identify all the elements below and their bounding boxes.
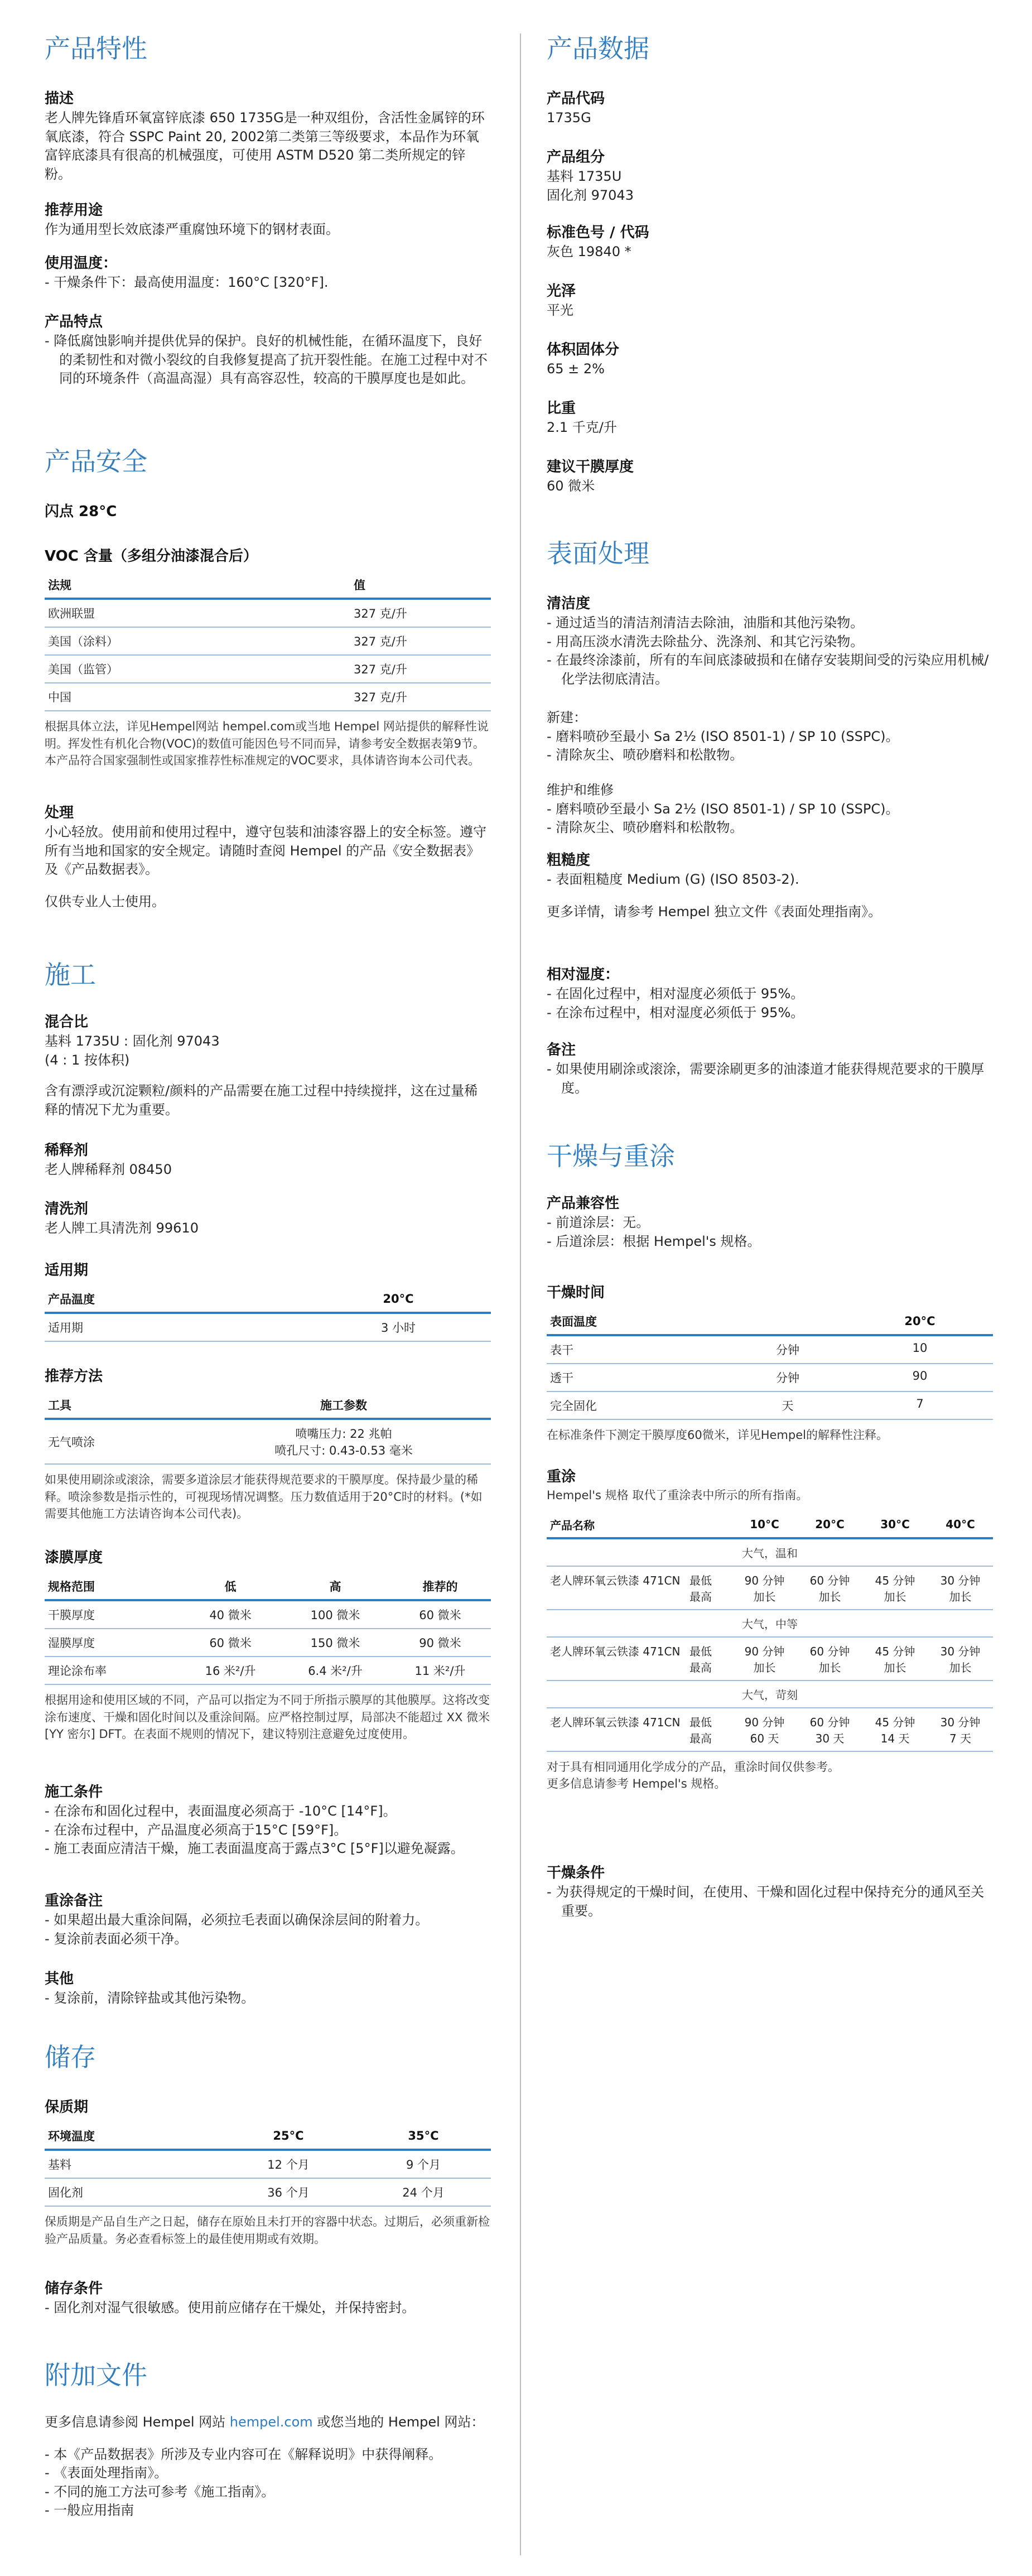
shelf-cell: 基料 xyxy=(45,2150,221,2178)
thinner-block xyxy=(45,1141,491,1179)
recoat-cell: 老人牌环氧云铁漆 471CN xyxy=(547,1637,686,1681)
voc-cell: 327 克/升 xyxy=(350,599,491,627)
description-heading: 描述 xyxy=(45,90,74,107)
pot-life-block xyxy=(45,1261,491,1342)
recoat-cell: 老人牌环氧云铁漆 471CN xyxy=(547,1566,686,1610)
dry-cell: 90 xyxy=(847,1364,993,1391)
mix-block xyxy=(45,1013,491,1119)
recoat-max: 最高 xyxy=(689,1731,712,1745)
list-item: - 如果超出最大重涂间隔，必须拉毛表面以确保涂层间的附着力。 xyxy=(45,1912,429,1928)
table-row xyxy=(45,1657,491,1684)
recoat-max: 加长 xyxy=(753,1590,776,1604)
cleaner-text: 老人牌工具清洗剂 99610 xyxy=(45,1220,199,1236)
handling-text: 小心轻放。使用前和使用过程中，遵守包装和油漆容器上的安全标签。遵守所有当地和国家的安全规定。请随时查阅 Hempel 的产品《安全数据表》及《产品数据表》。 xyxy=(45,824,486,878)
cleanliness-block xyxy=(547,594,993,688)
film-cell: 11 米²/升 xyxy=(389,1657,491,1684)
recoat-col: 40°C xyxy=(928,1512,993,1538)
mix-note: 含有漂浮或沉淀颗粒/颜料的产品需要在施工过程中持续搅拌，这在过量稀释的情况下尤为重要。 xyxy=(45,1083,478,1118)
recoat-max: 加长 xyxy=(949,1660,972,1674)
mix-ratio-text: 基料 1735U : 固化剂 97043 xyxy=(45,1033,220,1049)
new-build-block xyxy=(547,709,993,765)
recoat-max: 30 天 xyxy=(815,1731,845,1745)
professional-use-text: 仅供专业人士使用。 xyxy=(45,893,165,909)
compatibility-block xyxy=(547,1194,993,1251)
conditions-heading: 施工条件 xyxy=(45,1784,103,1800)
recoat-cell xyxy=(928,1566,993,1610)
recoat-max: 加长 xyxy=(884,1590,906,1604)
recoat-max: 最高 xyxy=(689,1590,712,1604)
recoat-min: 60 分钟 xyxy=(809,1644,850,1658)
documents-intro-post: 或您当地的 Hempel 网站： xyxy=(312,2414,485,2430)
table-row xyxy=(45,2150,491,2178)
recoat-note-2: 更多信息请参考 Hempel's 规格。 xyxy=(547,1776,726,1790)
dft-block xyxy=(547,458,993,496)
dry-cell: 分钟 xyxy=(729,1364,847,1391)
temperature-text: - 干燥条件下：最高使用温度：160°C [320°F]. xyxy=(45,275,329,291)
hempel-link[interactable]: hempel.com xyxy=(229,2414,313,2430)
gloss-heading: 光泽 xyxy=(547,283,576,300)
recoat-max: 加长 xyxy=(884,1660,906,1674)
specific-gravity-block xyxy=(547,399,993,437)
list-item: - 不同的施工方法可参考《施工指南》。 xyxy=(45,2483,275,2500)
components-heading: 产品组分 xyxy=(547,149,605,166)
recoat-col: 10°C xyxy=(732,1512,797,1538)
table-row xyxy=(547,1610,993,1637)
voc-col-value: 值 xyxy=(350,572,491,599)
recoat-cell xyxy=(928,1637,993,1681)
documents-intro-pre: 更多信息请参阅 Hempel 网站 xyxy=(45,2414,230,2430)
components-curing: 固化剂 97043 xyxy=(547,187,634,203)
recoat-max: 加长 xyxy=(949,1590,972,1604)
storage-conditions-block xyxy=(45,2279,491,2318)
table-row xyxy=(45,2178,491,2206)
conditions-block xyxy=(45,1783,491,1858)
list-item: - 磨料喷砂至最小 Sa 2½ (ISO 8501-1) / SP 10 (SSPC)。 xyxy=(547,728,899,744)
section-title-drying: 干燥与重涂 xyxy=(547,1141,675,1171)
pot-col-20c: 20°C xyxy=(306,1286,491,1313)
recoat-max: 加长 xyxy=(818,1590,841,1604)
specific-gravity-text: 2.1 千克/升 xyxy=(547,420,617,436)
humidity-heading: 相对湿度： xyxy=(547,966,620,983)
product-code-heading: 产品代码 xyxy=(547,90,605,107)
method-col-params: 施工参数 xyxy=(196,1392,491,1419)
list-item: - 施工表面应清洁干燥，施工表面温度高于露点3°C [5°F]以避免凝露。 xyxy=(45,1841,464,1857)
recoat-min: 最低 xyxy=(689,1644,712,1658)
product-code-text: 1735G xyxy=(547,110,591,126)
drying-note: 在标准条件下测定干膜厚度60微米，详见Hempel的解释性注释。 xyxy=(547,1428,888,1442)
list-item: - 为获得规定的干燥时间，在使用、干燥和固化过程中保持充分的通风至关重要。 xyxy=(547,1884,985,1919)
cleaner-heading: 清洗剂 xyxy=(45,1201,89,1217)
method-cell: 无气喷涂 xyxy=(45,1419,196,1464)
table-row xyxy=(45,1313,491,1341)
recoat-group-label: 大气，温和 xyxy=(547,1538,993,1566)
shelf-life-table xyxy=(45,2123,491,2207)
recoat-cell: 老人牌环氧云铁漆 471CN xyxy=(547,1708,686,1751)
dry-cell: 分钟 xyxy=(729,1335,847,1364)
table-row xyxy=(45,1629,491,1657)
features-heading: 产品特点 xyxy=(45,314,103,330)
voc-cell: 327 克/升 xyxy=(350,627,491,655)
compatibility-heading: 产品兼容性 xyxy=(547,1195,620,1212)
dry-col: 20°C xyxy=(847,1308,993,1335)
table-row xyxy=(547,1364,993,1391)
volume-solids-block xyxy=(547,340,993,379)
thinner-heading: 稀释剂 xyxy=(45,1142,89,1159)
table-row xyxy=(45,655,491,683)
list-item: - 在涂布和固化过程中，表面温度必须高于 -10°C [14°F]。 xyxy=(45,1803,397,1819)
column-divider xyxy=(520,33,521,2555)
color-block xyxy=(547,223,993,262)
film-cell: 理论涂布率 xyxy=(45,1657,180,1684)
film-cell: 100 微米 xyxy=(281,1600,389,1629)
section-title-application: 施工 xyxy=(45,960,96,990)
voc-cell: 美国（监管） xyxy=(45,655,350,683)
section-title-documents: 附加文件 xyxy=(45,2360,147,2390)
other-heading: 其他 xyxy=(45,1971,74,1987)
product-code-block xyxy=(547,89,993,128)
film-cell: 6.4 米²/升 xyxy=(281,1657,389,1684)
list-item: - 表面粗糙度 Medium (G) (ISO 8503-2). xyxy=(547,871,799,888)
film-cell: 90 微米 xyxy=(389,1629,491,1657)
nozzle-orifice: 喷孔尺寸: 0.43-0.53 毫米 xyxy=(274,1444,413,1458)
table-row xyxy=(547,1335,993,1364)
list-item: - 本《产品数据表》所涉及专业内容可在《解释说明》中获得阐释。 xyxy=(45,2446,442,2462)
recoat-col xyxy=(686,1512,732,1538)
dry-cell: 天 xyxy=(729,1391,847,1419)
recoat-cell xyxy=(862,1566,928,1610)
other-block xyxy=(45,1970,491,2008)
film-block xyxy=(45,1548,491,1742)
film-heading: 漆膜厚度 xyxy=(45,1549,103,1566)
recoat-min: 90 分钟 xyxy=(744,1715,785,1729)
film-col: 低 xyxy=(180,1573,281,1600)
film-table xyxy=(45,1573,491,1685)
film-col: 高 xyxy=(281,1573,389,1600)
recoat-col: 30°C xyxy=(862,1512,928,1538)
recoat-note-1: 对于具有相同通用化学成分的产品，重涂时间仅供参考。 xyxy=(547,1760,840,1774)
list-item: - 在固化过程中，相对湿度必须低于 95%。 xyxy=(547,986,804,1002)
color-text: 灰色 19840 * xyxy=(547,244,631,260)
pot-life-table xyxy=(45,1286,491,1342)
recoat-text: Hempel's 规格 取代了重涂表中所示的所有指南。 xyxy=(547,1489,808,1503)
storage-conditions-heading: 储存条件 xyxy=(45,2280,103,2297)
handling-block xyxy=(45,803,491,911)
table-row xyxy=(45,1600,491,1629)
method-col-tool: 工具 xyxy=(45,1392,196,1419)
list-item: - 复涂前，清除锌盐或其他污染物。 xyxy=(45,1990,255,2006)
shelf-col: 35°C xyxy=(356,2123,491,2150)
dry-col: 表面温度 xyxy=(547,1308,729,1335)
documents-intro xyxy=(45,2413,491,2432)
list-item: - 前道涂层：无。 xyxy=(547,1215,650,1231)
recoat-block xyxy=(547,1467,993,1792)
remarks-block xyxy=(547,1041,993,1097)
dry-cell: 透干 xyxy=(547,1364,729,1391)
list-item: - 清除灰尘、喷砂磨料和松散物。 xyxy=(547,820,744,836)
features-block xyxy=(45,312,491,388)
roughness-heading: 粗糙度 xyxy=(547,852,591,869)
recoat-col: 20°C xyxy=(797,1512,862,1538)
drying-conditions-heading: 干燥条件 xyxy=(547,1865,605,1881)
recoat-cell xyxy=(686,1708,732,1751)
list-item: - 用高压淡水清洗去除盐分、洗涤剂、和其它污染物。 xyxy=(547,633,864,649)
recoat-min: 30 分钟 xyxy=(940,1573,981,1587)
voc-cell: 美国（涂料） xyxy=(45,627,350,655)
section-title-properties: 产品特性 xyxy=(45,33,147,64)
nozzle-pressure: 喷嘴压力: 22 兆帕 xyxy=(295,1427,392,1441)
table-row xyxy=(547,1637,993,1681)
use-heading: 推荐用途 xyxy=(45,202,103,219)
recoat-cell xyxy=(862,1637,928,1681)
list-item: - 磨料喷砂至最小 Sa 2½ (ISO 8501-1) / SP 10 (SSPC)。 xyxy=(547,801,899,817)
voc-cell: 327 克/升 xyxy=(350,683,491,711)
gloss-text: 平光 xyxy=(547,302,573,319)
temperature-block xyxy=(45,254,491,292)
recoat-min: 45 分钟 xyxy=(875,1715,915,1729)
dry-col xyxy=(729,1308,847,1335)
recoat-max: 加长 xyxy=(818,1660,841,1674)
recoat-min: 60 分钟 xyxy=(809,1715,850,1729)
shelf-col: 环境温度 xyxy=(45,2123,221,2150)
shelf-life-block xyxy=(45,2098,491,2247)
section-title-storage: 储存 xyxy=(45,2042,96,2072)
table-row xyxy=(45,627,491,655)
shelf-col: 25°C xyxy=(221,2123,356,2150)
list-item: - 复涂前表面必须干净。 xyxy=(45,1930,188,1947)
new-build-heading: 新建： xyxy=(547,710,587,725)
list-item: - 后道涂层：根据 Hempel's 规格。 xyxy=(547,1233,761,1249)
table-row xyxy=(547,1681,993,1708)
list-item: - 在最终涂漆前，所有的车间底漆破损和在储存安装期间受的污染应用机械/化学法彻底清洁。 xyxy=(547,652,989,687)
method-block xyxy=(45,1367,491,1522)
list-item: - 固化剂对湿气很敏感。使用前应储存在干燥处，并保持密封。 xyxy=(45,2300,416,2316)
recoat-min: 30 分钟 xyxy=(940,1715,981,1729)
surface-more-text: 更多详情，请参考 Hempel 独立文件《表面处理指南》。 xyxy=(547,903,882,919)
recoat-max: 14 天 xyxy=(880,1731,910,1745)
recoat-cell xyxy=(797,1708,862,1751)
recoat-cell xyxy=(732,1637,797,1681)
roughness-block xyxy=(547,851,993,921)
dft-text: 60 微米 xyxy=(547,478,595,494)
thinner-text: 老人牌稀释剂 08450 xyxy=(45,1162,172,1178)
list-item: - 通过适当的清洁剂清洁去除油，油脂和其他污染物。 xyxy=(547,615,864,631)
use-text: 作为通用型长效底漆严重腐蚀环境下的钢材表面。 xyxy=(45,222,339,238)
film-note: 根据用途和使用区域的不同，产品可以指定为不同于所指示膜厚的其他膜厚。这将改变涂布速度、干燥和固化时间以及重涂间隔。应严格控制过厚，局部决不能超过 XX 微米 [YY 密尔] DFT。在表面不规则的情况下，建议特别注意避免过度使用。 xyxy=(45,1693,490,1741)
recoat-notes-block xyxy=(45,1891,491,1948)
voc-cell: 欧洲联盟 xyxy=(45,599,350,627)
specific-gravity-heading: 比重 xyxy=(547,400,576,417)
section-title-product-data: 产品数据 xyxy=(547,33,649,64)
cleaner-block xyxy=(45,1200,491,1238)
remarks-heading: 备注 xyxy=(547,1042,576,1058)
recoat-min: 最低 xyxy=(689,1573,712,1587)
recoat-heading: 重涂 xyxy=(547,1468,576,1485)
recoat-cell xyxy=(862,1708,928,1751)
voc-cell: 327 克/升 xyxy=(350,655,491,683)
color-heading: 标准色号 / 代码 xyxy=(547,224,649,241)
dry-cell: 10 xyxy=(847,1335,993,1364)
voc-note: 根据具体立法，详见Hempel网站 hempel.com或当地 Hempel 网站提供的解释性说明。挥发性有机化合物(VOC)的数值可能因色号不同而异，请参考安全数据表第9节。本产品符合国家强制性或国家推荐性标准规定的VOC要求，具体请咨询本公司代表。 xyxy=(45,720,489,767)
documents-block xyxy=(45,2413,491,2520)
voc-cell: 中国 xyxy=(45,683,350,711)
recoat-min: 90 分钟 xyxy=(744,1644,785,1658)
table-row xyxy=(547,1391,993,1419)
pot-col-temp: 产品温度 xyxy=(45,1286,306,1313)
description-block xyxy=(45,89,491,184)
film-cell: 16 米²/升 xyxy=(180,1657,281,1684)
list-item: - 如果使用刷涂或滚涂，需要涂刷更多的油漆道才能获得规范要求的干膜厚度。 xyxy=(547,1061,985,1096)
shelf-cell: 24 个月 xyxy=(356,2178,491,2206)
film-cell: 60 微米 xyxy=(180,1629,281,1657)
recoat-col: 产品名称 xyxy=(547,1512,686,1538)
dry-cell: 完全固化 xyxy=(547,1391,729,1419)
recoat-max: 7 天 xyxy=(949,1731,972,1745)
flash-point: 闪点 28°C xyxy=(45,503,117,520)
table-row xyxy=(547,1566,993,1610)
components-block xyxy=(547,148,993,205)
maintenance-block xyxy=(547,781,993,837)
maintenance-heading: 维护和维修 xyxy=(547,782,614,798)
recoat-group-label: 大气，中等 xyxy=(547,1610,993,1637)
film-col: 规格范围 xyxy=(45,1573,180,1600)
pot-cell: 3 小时 xyxy=(306,1313,491,1341)
features-text: - 降低腐蚀影响并提供优异的保护。良好的机械性能，在循环温度下，良好的柔韧性和对微小裂纹的自我修复提高了抗开裂性能。在施工过程中对不同的环境条件（高温高湿）具有高容忍性，较高的干膜厚度也是如此。 xyxy=(45,333,488,387)
description-text: 老人牌先锋盾环氧富锌底漆 650 1735G是一种双组份，含活性金属锌的环氧底漆，符合 SSPC Paint 20, 2002第二类第三等级要求，本品作为环氧富锌底漆具有很高的机械强度，可使用 ASTM D520 第二类所规定的锌粉。 xyxy=(45,110,485,182)
list-item: - 在涂布过程中，相对湿度必须低于 95%。 xyxy=(547,1004,804,1020)
recoat-min: 90 分钟 xyxy=(744,1573,785,1587)
recoat-cell xyxy=(686,1637,732,1681)
dft-heading: 建议干膜厚度 xyxy=(547,459,634,475)
list-item: - 在涂布过程中，产品温度必须高于15°C [59°F]。 xyxy=(45,1822,348,1838)
recoat-min: 45 分钟 xyxy=(875,1573,915,1587)
film-cell: 40 微米 xyxy=(180,1600,281,1629)
shelf-cell: 9 个月 xyxy=(356,2150,491,2178)
voc-heading: VOC 含量（多组分油漆混合后） xyxy=(45,548,258,565)
drying-time-block xyxy=(547,1283,993,1444)
volume-solids-heading: 体积固体分 xyxy=(547,341,620,358)
components-base: 基料 1735U xyxy=(547,168,622,185)
recoat-min: 60 分钟 xyxy=(809,1573,850,1587)
pot-life-heading: 适用期 xyxy=(45,1262,89,1279)
recoat-notes-heading: 重涂备注 xyxy=(45,1893,103,1909)
recoat-group-label: 大气，苛刻 xyxy=(547,1681,993,1708)
mix-ratio-volume: (4 : 1 按体积) xyxy=(45,1052,130,1068)
humidity-block xyxy=(547,965,993,1022)
dry-cell: 表干 xyxy=(547,1335,729,1364)
table-row xyxy=(45,599,491,627)
table-row xyxy=(45,1419,491,1464)
voc-block xyxy=(45,547,491,769)
voc-table xyxy=(45,572,491,711)
film-col: 推荐的 xyxy=(389,1573,491,1600)
shelf-cell: 固化剂 xyxy=(45,2178,221,2206)
section-title-surface: 表面处理 xyxy=(547,538,649,569)
recoat-cell xyxy=(928,1708,993,1751)
recoat-min: 45 分钟 xyxy=(875,1644,915,1658)
table-row xyxy=(547,1538,993,1566)
recoat-max: 最高 xyxy=(689,1660,712,1674)
recoat-cell xyxy=(686,1566,732,1610)
section-title-safety: 产品安全 xyxy=(45,446,147,476)
recoat-max: 加长 xyxy=(753,1660,776,1674)
recoat-max: 60 天 xyxy=(750,1731,779,1745)
recoat-cell xyxy=(732,1566,797,1610)
method-heading: 推荐方法 xyxy=(45,1368,103,1385)
method-note: 如果使用刷涂或滚涂，需要多道涂层才能获得规范要求的干膜厚度。保持最少量的稀释。喷涂参数是指示性的，可视现场情况调整。压力数值适用于20°C时的材料。(*如需要其他施工方法请咨询本公司代表)。 xyxy=(45,1473,483,1520)
table-row xyxy=(45,683,491,711)
cleanliness-heading: 清洁度 xyxy=(547,595,591,612)
list-item: - 清除灰尘、喷砂磨料和松散物。 xyxy=(547,747,744,763)
method-table xyxy=(45,1392,491,1465)
list-item: - 《表面处理指南》。 xyxy=(45,2465,168,2481)
mix-heading: 混合比 xyxy=(45,1014,89,1031)
shelf-life-heading: 保质期 xyxy=(45,2099,89,2116)
gloss-block xyxy=(547,282,993,320)
recoat-min: 最低 xyxy=(689,1715,712,1729)
shelf-cell: 36 个月 xyxy=(221,2178,356,2206)
recoat-min: 30 分钟 xyxy=(940,1644,981,1658)
table-row xyxy=(547,1708,993,1751)
shelf-life-note: 保质期是产品自生产之日起，储存在原始且未打开的容器中状态。过期后，必须重新检验产品质量。务必查看标签上的最佳使用期或有效期。 xyxy=(45,2215,490,2246)
drying-conditions-block xyxy=(547,1864,993,1920)
list-item: - 一般应用指南 xyxy=(45,2502,134,2519)
film-cell: 60 微米 xyxy=(389,1600,491,1629)
drying-time-table xyxy=(547,1308,993,1420)
film-cell: 湿膜厚度 xyxy=(45,1629,180,1657)
film-cell: 干膜厚度 xyxy=(45,1600,180,1629)
dry-cell: 7 xyxy=(847,1391,993,1419)
temperature-heading: 使用温度： xyxy=(45,255,118,272)
voc-col-regulation: 法规 xyxy=(45,572,350,599)
shelf-cell: 12 个月 xyxy=(221,2150,356,2178)
recoat-table xyxy=(547,1512,993,1752)
drying-time-heading: 干燥时间 xyxy=(547,1284,605,1301)
pot-cell: 适用期 xyxy=(45,1313,306,1341)
use-block xyxy=(45,201,491,239)
volume-solids-text: 65 ± 2% xyxy=(547,361,605,377)
handling-heading: 处理 xyxy=(45,805,74,821)
recoat-cell xyxy=(797,1566,862,1610)
film-cell: 150 微米 xyxy=(281,1629,389,1657)
recoat-cell xyxy=(797,1637,862,1681)
recoat-cell xyxy=(732,1708,797,1751)
method-cell xyxy=(196,1419,491,1464)
